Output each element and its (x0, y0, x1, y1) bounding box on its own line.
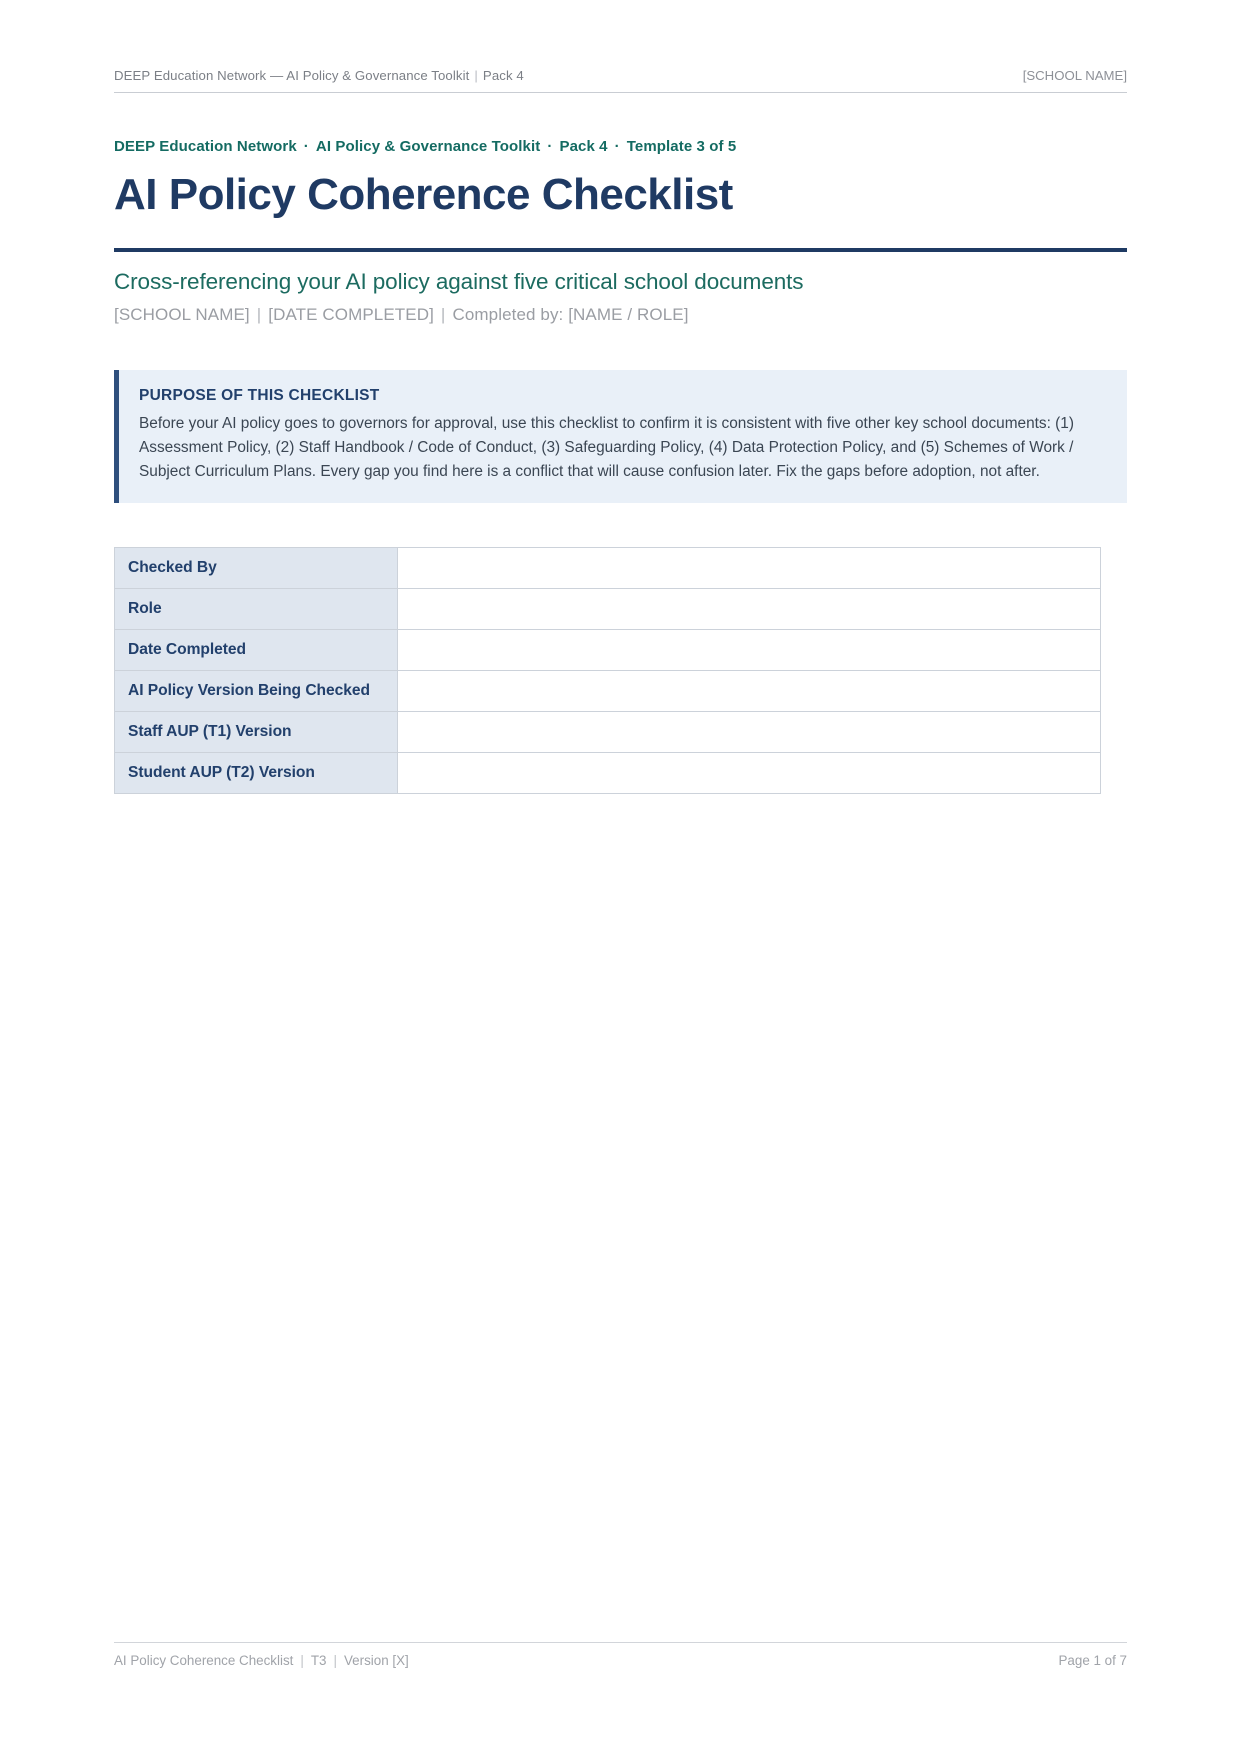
running-header-school: [SCHOOL NAME] (1022, 68, 1127, 83)
page-content (114, 0, 1127, 794)
breadcrumb-toolkit: AI Policy & Governance Toolkit (315, 138, 541, 155)
table-row-value-field[interactable] (398, 670, 1101, 711)
meta-bar-1: | (256, 304, 262, 324)
table-row-label: Role (115, 588, 398, 629)
footer-bar-1: | (300, 1653, 304, 1668)
running-footer-left (114, 1653, 409, 1668)
page-subtitle: Cross-referencing your AI policy against five critical school documents (114, 268, 804, 294)
table-row-value-field[interactable] (398, 711, 1101, 752)
document-meta (114, 305, 1127, 325)
footer-bar-2: | (333, 1653, 337, 1668)
table-row (115, 752, 1101, 793)
checklist-info-table-body (115, 547, 1101, 793)
running-header (114, 0, 1127, 93)
purpose-callout-title: PURPOSE OF THIS CHECKLIST (139, 386, 380, 404)
breadcrumb (114, 138, 1127, 155)
table-row (115, 711, 1101, 752)
running-header-toolkit: DEEP Education Network — AI Policy & Governance Toolkit (114, 68, 470, 83)
breadcrumb-pack: Pack 4 (559, 138, 608, 155)
running-footer (114, 1642, 1127, 1754)
checklist-info-table (114, 547, 1101, 794)
meta-date: [DATE COMPLETED] (268, 304, 434, 324)
running-header-separator: | (474, 68, 478, 83)
meta-school: [SCHOOL NAME] (114, 304, 250, 324)
table-row-label: Checked By (115, 547, 398, 588)
running-header-left (114, 68, 524, 83)
running-header-pack: Pack 4 (482, 68, 524, 83)
meta-completed-by: Completed by: [NAME / ROLE] (452, 304, 689, 324)
accent-rule (114, 248, 1127, 252)
table-row-label: AI Policy Version Being Checked (115, 670, 398, 711)
table-row-value-field[interactable] (398, 629, 1101, 670)
footer-doc-name: AI Policy Coherence Checklist (114, 1653, 294, 1668)
footer-version: Version [X] (343, 1653, 409, 1668)
footer-page-number: Page 1 of 7 (1058, 1653, 1127, 1668)
purpose-callout (114, 370, 1127, 503)
running-footer-inner (114, 1642, 1127, 1668)
table-row-label: Staff AUP (T1) Version (115, 711, 398, 752)
breadcrumb-dot-3: · (614, 138, 620, 155)
table-row-value-field[interactable] (398, 752, 1101, 793)
breadcrumb-org: DEEP Education Network (114, 138, 297, 155)
breadcrumb-template: Template 3 of 5 (626, 138, 737, 155)
table-row-label: Date Completed (115, 629, 398, 670)
breadcrumb-dot-2: · (547, 138, 553, 155)
table-row (115, 588, 1101, 629)
page-title: AI Policy Coherence Checklist (114, 170, 733, 219)
table-row-value-field[interactable] (398, 547, 1101, 588)
table-row-value-field[interactable] (398, 588, 1101, 629)
table-row-label: Student AUP (T2) Version (115, 752, 398, 793)
meta-bar-2: | (440, 304, 446, 324)
table-row (115, 670, 1101, 711)
breadcrumb-dot-1: · (303, 138, 309, 155)
table-row (115, 547, 1101, 588)
table-row (115, 629, 1101, 670)
footer-template-code: T3 (310, 1653, 327, 1668)
purpose-callout-body: Before your AI policy goes to governors for approval, use this checklist to confirm it is consistent with five other key school documents: (1) Assessment Policy, (2) Staff Handbook / Code of Conduct, (3) Safeguarding Policy, (4) Data Protection Policy, and (5) Schemes of Work / Subject Curriculum Plans. Every gap you find here is a conflict that will cause confusion later. Fix the gaps before adoption, not after. (139, 414, 1074, 480)
